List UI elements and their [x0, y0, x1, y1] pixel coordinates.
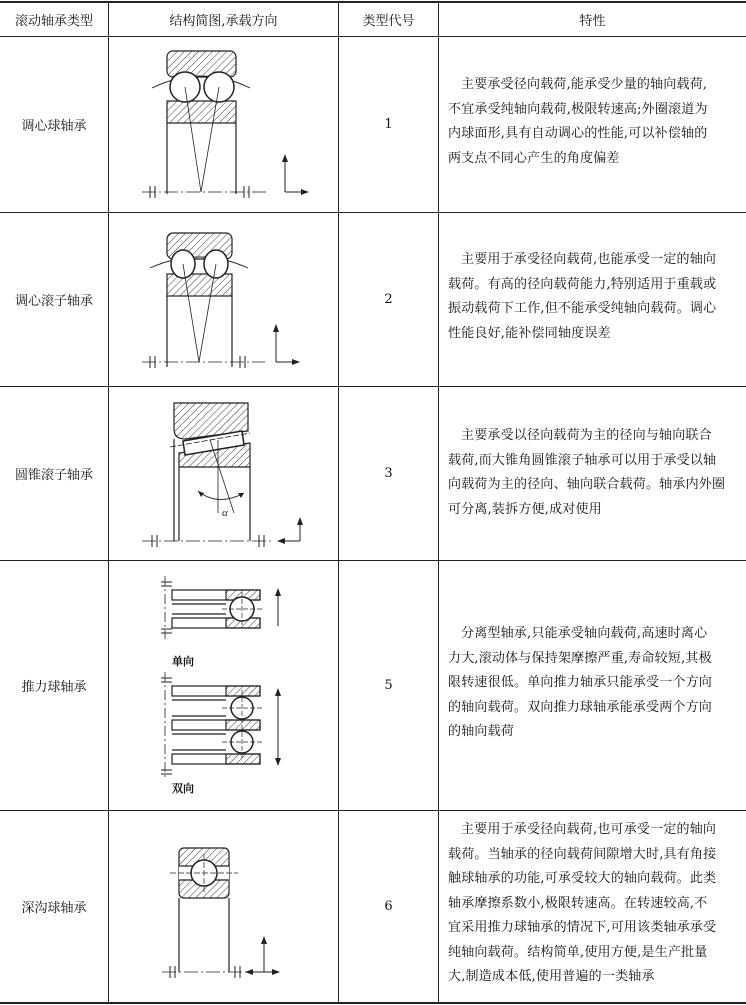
- row-type: 调心球轴承: [21, 119, 87, 134]
- header-code: 类型代号: [362, 13, 415, 29]
- feature-line: 不宜承受纯轴向载荷,极限转速高;外圈滚道为: [448, 101, 708, 117]
- feature-line: 纯轴向载荷。结构简单,使用方便,是生产批量: [448, 944, 708, 960]
- row-code: 2: [384, 292, 393, 307]
- feature-line: 载荷,而大锥角圆锥滚子轴承可以用于承受以轴: [448, 452, 717, 468]
- header-type: 滚动轴承类型: [14, 13, 93, 29]
- row-feature: [448, 424, 725, 522]
- feature-line: 力大,滚动体与保持架摩擦严重,寿命较短,其极: [448, 650, 712, 666]
- feature-line: 主要承受以径向载荷为主的径向与轴向联合: [461, 428, 712, 443]
- feature-line: 载荷。有高的径向载荷能力,特别适用于重载或: [448, 276, 717, 292]
- feature-line: 载荷。当轴承的径向载荷间隙增大时,具有角接: [448, 846, 717, 862]
- feature-line: 性能良好,能补偿同轴度误差: [448, 325, 611, 341]
- feature-line: 内球面形,具有自动调心的性能,可以补偿轴的: [448, 126, 708, 141]
- angle-alpha-label: α: [222, 507, 228, 519]
- feature-line: 主要承受径向载荷,能承受少量的轴向载荷,: [461, 77, 708, 92]
- header-figure: 结构简图,承载方向: [169, 13, 278, 29]
- row-code: 1: [384, 117, 393, 132]
- feature-line: 触球轴承的功能,可承受较大的轴向载荷。此类: [448, 871, 717, 886]
- self-aligning-ball-bearing-diagram: [140, 46, 310, 201]
- feature-line: 分离型轴承,只能承受轴向载荷,高速时离心: [461, 626, 708, 641]
- row-type: 圆锥滚子轴承: [14, 468, 93, 483]
- self-aligning-roller-bearing-diagram: [140, 222, 310, 377]
- row-feature: [448, 248, 716, 346]
- feature-line: 主要用于承受径向载荷,也可承受一定的轴向: [461, 822, 717, 837]
- header-feature: 特性: [579, 13, 606, 29]
- feature-line: 限转速很低。单向推力轴承只能承受一个方向: [448, 675, 713, 690]
- single-direction-label: 单向: [172, 655, 194, 668]
- feature-line: 的轴向载荷: [448, 724, 515, 739]
- deep-groove-ball-bearing-diagram: [140, 840, 290, 990]
- feature-line: 主要用于承受径向载荷,也能承受一定的轴向: [461, 252, 717, 267]
- feature-line: 大,制造成本低,使用普遍的一类轴承: [448, 969, 655, 984]
- row-type: 调心滚子轴承: [14, 294, 93, 309]
- feature-line: 两支点不同心产生的角度偏差: [448, 150, 620, 166]
- feature-line: 可分离,装拆方便,成对使用: [448, 501, 602, 517]
- table-bottom-rule: [0, 1002, 746, 1004]
- row-code: 6: [384, 899, 393, 914]
- feature-line: 向载荷为主的径向、轴向联合载荷。轴承内外圈: [448, 477, 726, 492]
- feature-line: 振动载荷下工作,但不能承受纯轴向载荷。调心: [448, 301, 717, 316]
- tapered-roller-bearing-diagram: [140, 395, 310, 550]
- row-feature: [448, 73, 708, 171]
- row-feature: [448, 622, 712, 745]
- row-type: 深沟球轴承: [21, 901, 87, 916]
- double-direction-thrust-bearing-diagram: [160, 670, 300, 782]
- column-divider: [438, 1, 439, 1003]
- row-code: 3: [384, 466, 393, 481]
- feature-line: 宜采用推力球轴承的情况下,可用该类轴承承受: [448, 920, 717, 935]
- row-type: 推力球轴承: [21, 680, 87, 695]
- single-direction-thrust-bearing-diagram: [160, 574, 300, 644]
- row-code: 5: [384, 678, 393, 693]
- double-direction-label: 双向: [172, 782, 194, 795]
- feature-line: 的轴向载荷。双向推力球轴承能承受两个方向: [448, 699, 713, 715]
- column-divider: [108, 1, 109, 1003]
- row-feature: [448, 818, 716, 990]
- feature-line: 轴承摩擦系数小,极限转速高。在转速较高,不: [448, 895, 708, 911]
